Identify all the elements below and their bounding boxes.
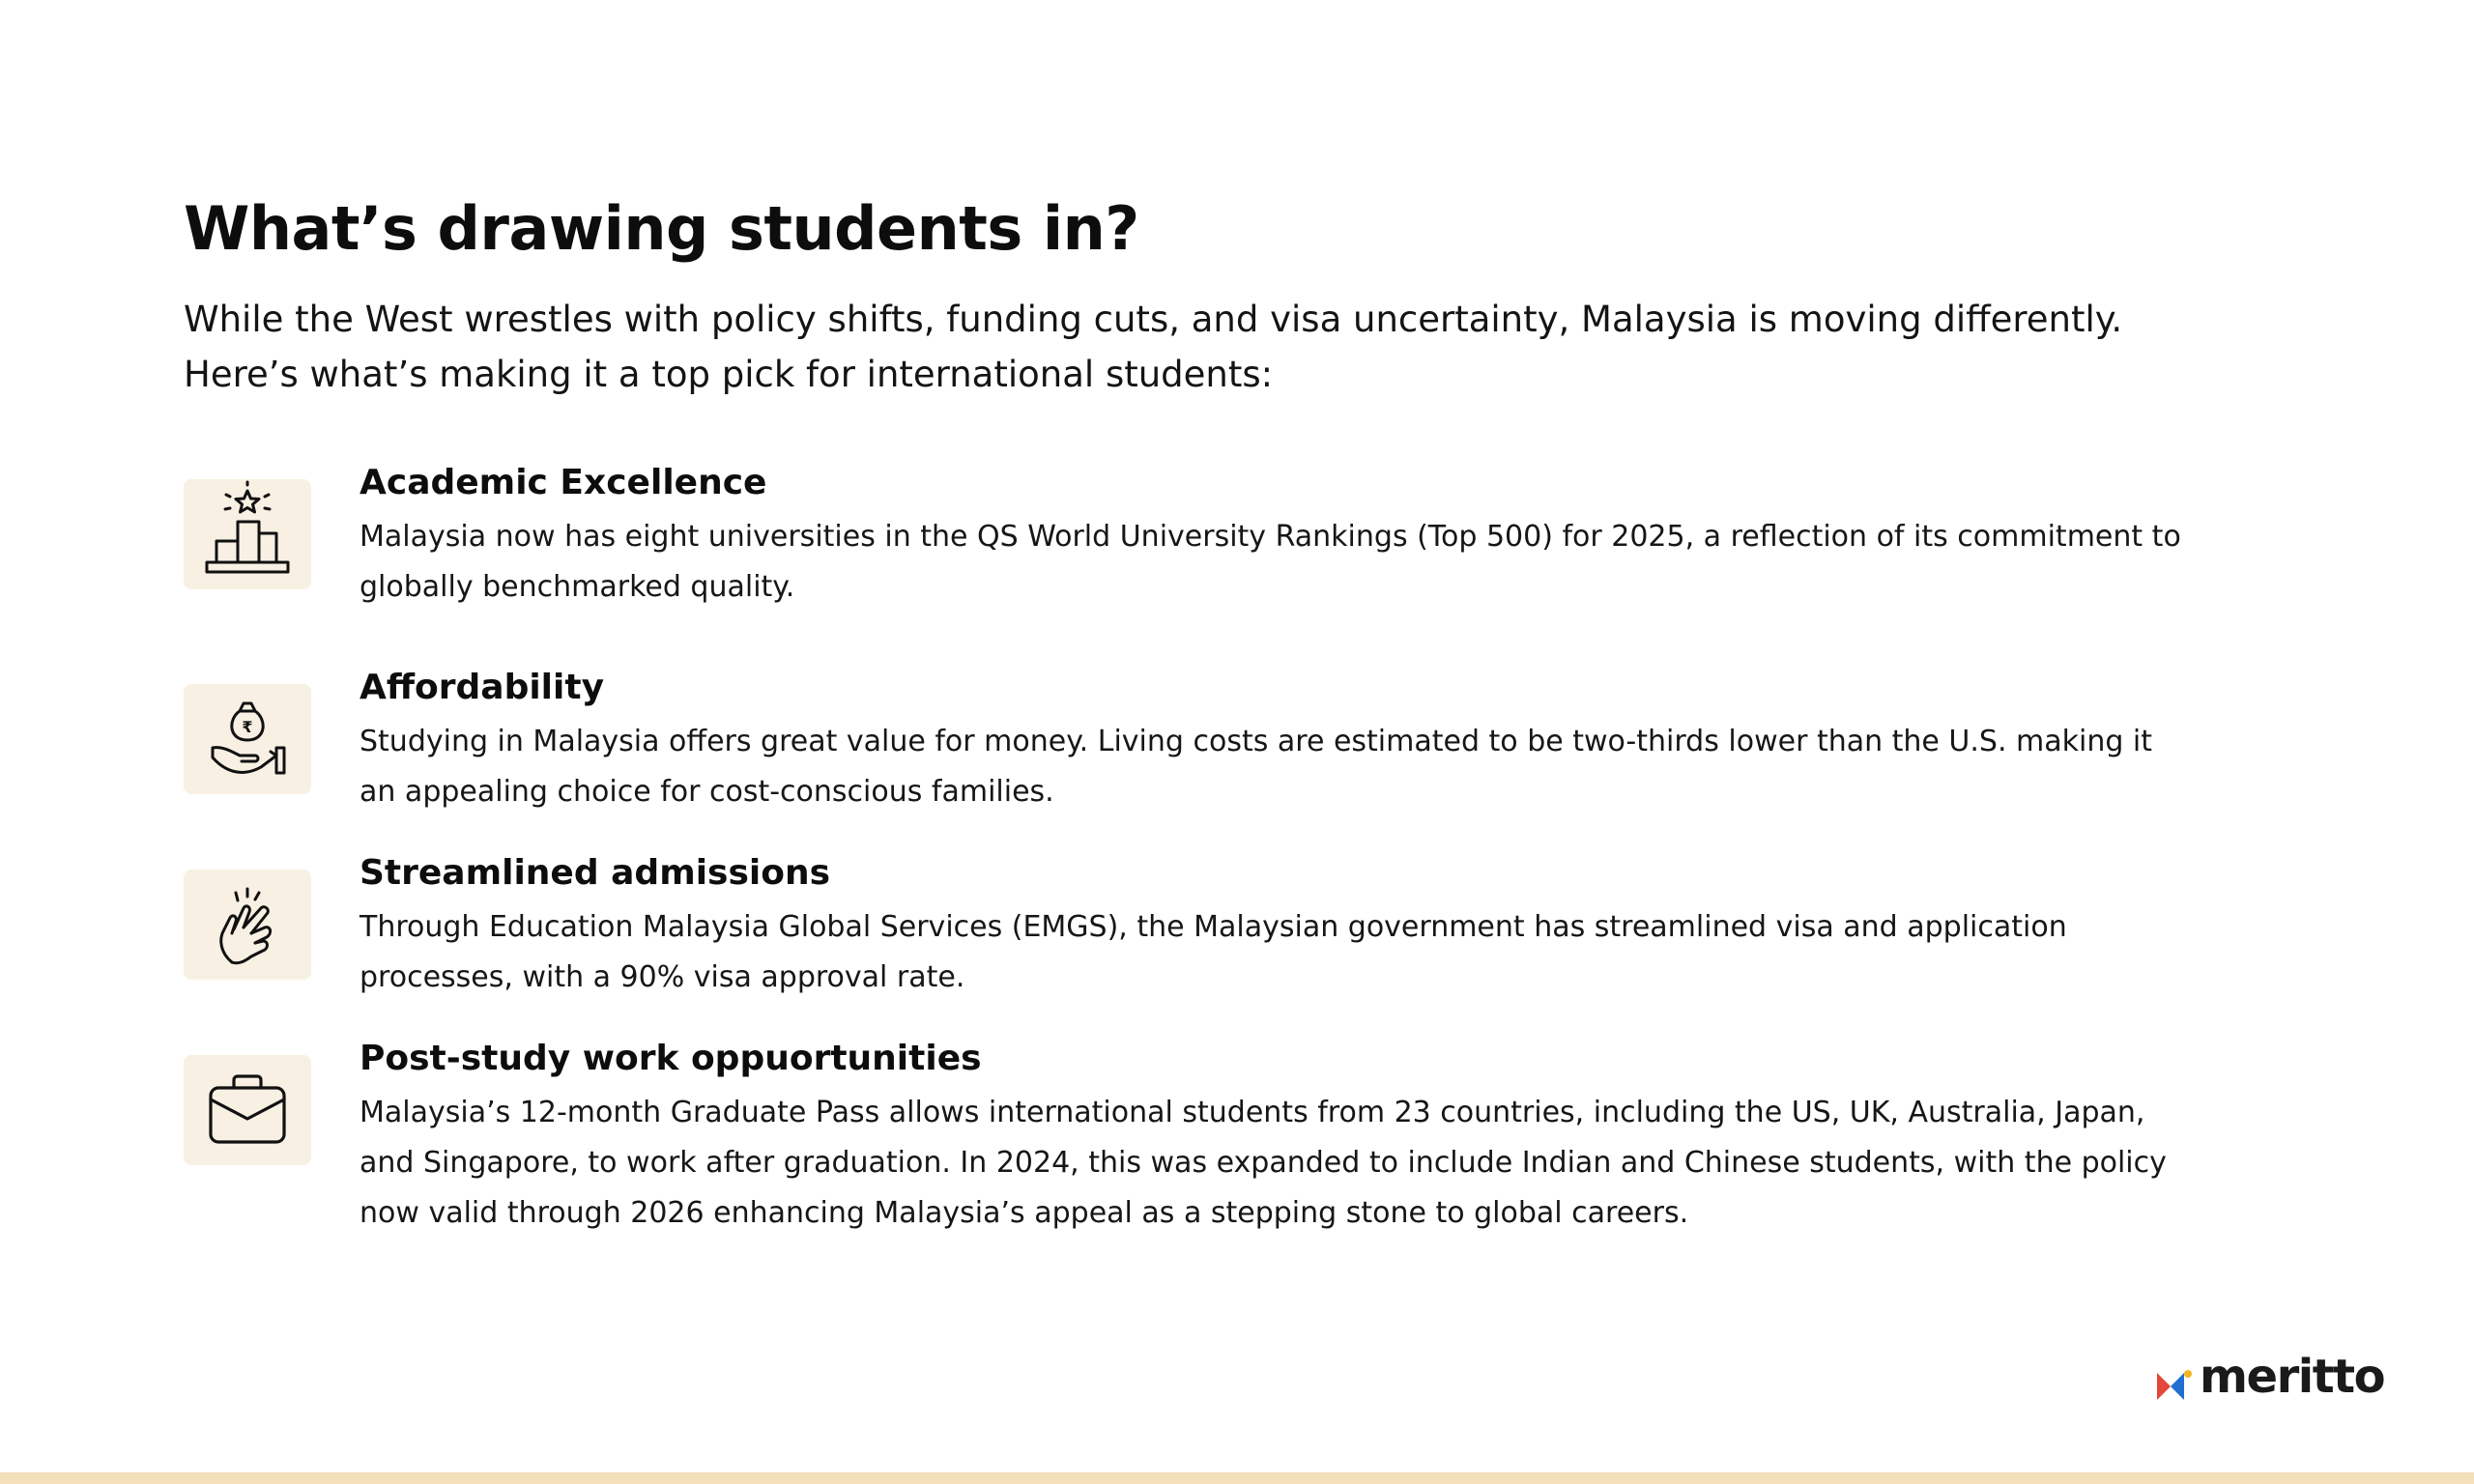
feature-streamlined-admissions	[184, 844, 2339, 1009]
feature-line: an appealing choice for cost-conscious families.	[360, 775, 1054, 809]
footer-accent-bar	[0, 1472, 2474, 1484]
feature-line: Studying in Malaysia offers great value for money. Living costs are estimated to be two-thirds lower than the U.S. making it	[360, 725, 2153, 758]
briefcase-icon	[184, 1055, 311, 1165]
feature-line: now valid through 2026 enhancing Malaysia’s appeal as a stepping stone to global careers.	[360, 1196, 1689, 1230]
feature-affordability	[184, 659, 2339, 823]
feature-description	[360, 902, 2331, 1003]
feature-description	[360, 717, 2331, 817]
feature-post-study-work	[184, 1030, 2339, 1252]
feature-line: globally benchmarked quality.	[360, 570, 795, 604]
feature-academic-excellence	[184, 454, 2339, 618]
feature-title: Streamlined admissions	[360, 853, 831, 893]
feature-line: processes, with a 90% visa approval rate.	[360, 960, 965, 994]
page-title: What’s drawing students in?	[184, 193, 1139, 264]
feature-line: and Singapore, to work after graduation. In 2024, this was expanded to include Indian and Chinese students, with the policy	[360, 1146, 2167, 1180]
intro-text	[184, 292, 2406, 402]
feature-title: Academic Excellence	[360, 463, 767, 502]
feature-line: Through Education Malaysia Global Services (EMGS), the Malaysian government has streamlined visa and application	[360, 910, 2067, 944]
feature-line: Malaysia now has eight universities in the QS World University Rankings (Top 500) for 2025, a reflection of its commitment to	[360, 520, 2181, 554]
podium-star-icon	[184, 479, 311, 589]
finger-snap-icon	[184, 870, 311, 980]
feature-line: Malaysia’s 12-month Graduate Pass allows international students from 23 countries, including the US, UK, Australia, Japan,	[360, 1096, 2145, 1129]
feature-description	[360, 512, 2331, 613]
svg-text:₹: ₹	[242, 718, 253, 736]
logo-wordmark: meritto	[2200, 1350, 2385, 1404]
meritto-logo	[2155, 1350, 2387, 1413]
meritto-logo-mark-icon	[2155, 1369, 2194, 1404]
feature-title: Post-study work oppuortunities	[360, 1039, 982, 1078]
intro-line-2: Here’s what’s making it a top pick for international students:	[184, 354, 1274, 395]
hand-money-bag-icon	[184, 684, 311, 794]
feature-title: Affordability	[360, 668, 605, 707]
intro-line-1: While the West wrestles with policy shifts, funding cuts, and visa uncertainty, Malaysia is moving differently.	[184, 299, 2123, 340]
feature-description	[360, 1088, 2331, 1239]
